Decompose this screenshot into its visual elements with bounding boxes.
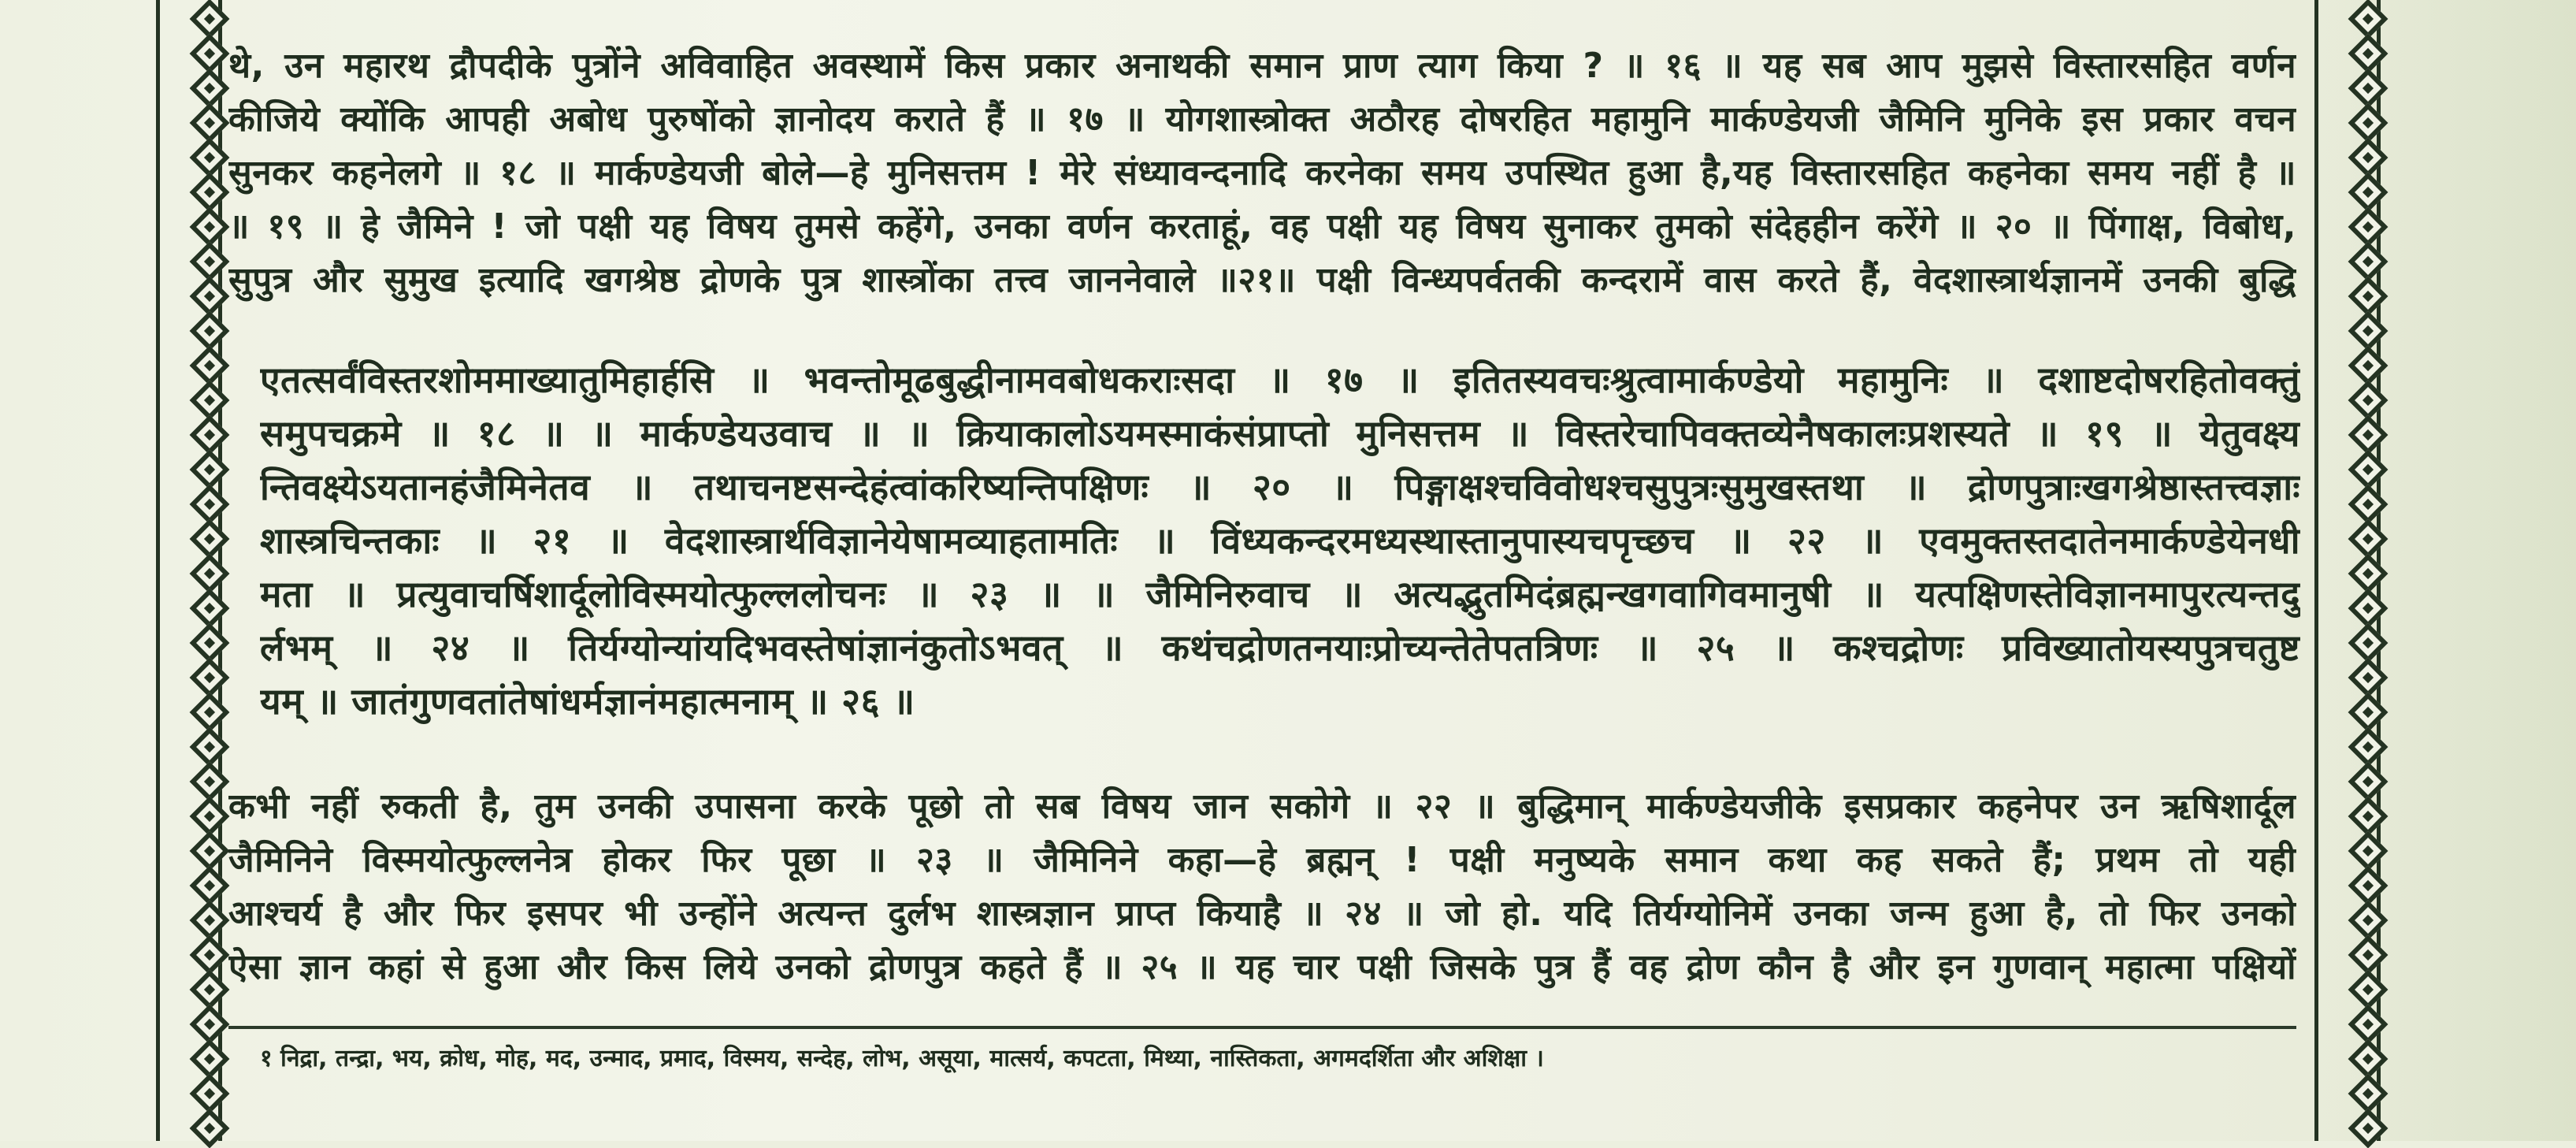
border-rule [2314, 0, 2318, 1141]
text-line: ऐसा ज्ञान कहां से हुआ और किस लिये उनको द्रोणपुत्र कहते हैं ॥ २५ ॥ यह चार पक्षी जिसके पुत्र हैं वह द्रोण कौन है और इन गुणवान् महात्मा पक्षियों [228, 947, 2296, 987]
verse-line: न्तिवक्ष्येऽयतानहंजैमिनेतव ॥ तथाचनष्टसन्देहंत्वांकरिष्यन्तिपक्षिणः ॥ २० ॥ पिङ्गाक्षश्चविवोधश्चसुपुत्रःसुमुखस्तथा ॥ द्रोणपुत्राःखगश्रेष्ठास्तत्त्वज्ञाः [260, 466, 2300, 508]
right-decorative-border [2314, 0, 2381, 1141]
text-line: थे, उन महारथ द्रौपदीके पुत्रोंने अविवाहित अवस्थामें किस प्रकार अनाथकी समान प्राण त्याग किया ? ॥ १६ ॥ यह सब आप मुझसे विस्तारसहित वर्णन [228, 46, 2296, 86]
text-line: कीजिये क्योंकि आपही अबोध पुरुषोंको ज्ञानोदय कराते हैं ॥ १७ ॥ योगशास्त्रोक्त अठौरह दोषरहित महामुनि मार्कण्डेयजी जैमिनि मुनिके इस प्रकार वचन [228, 99, 2296, 139]
verse-line: शास्त्रचिन्तकाः ॥ २१ ॥ वेदशास्त्रार्थविज्ञानेयेषामव्याहतामतिः ॥ विंध्यकन्दरमध्यस्थास्तानुपास्यचपृच्छच ॥ २२ ॥ एवमुक्तस्तदातेनमार्कण्डेयेनधी [260, 519, 2300, 562]
diamond-chain [2333, 5, 2362, 1139]
text-line: सुपुत्र और सुमुख इत्यादि खगश्रेष्ठ द्रोणके पुत्र शास्त्रोंका तत्त्व जाननेवाले ॥२१॥ पक्षी विन्ध्यपर्वतकी कन्दरामें वास करते हैं, वेदशास्त्रार्थज्ञानमें उनकी बुद्धि [228, 260, 2296, 300]
border-rule [156, 0, 160, 1141]
hindi-translation-bottom [228, 780, 2296, 994]
verse-line: मता ॥ प्रत्युवाचर्षिशार्दूलोविस्मयोत्फुल्ललोचनः ॥ २३ ॥ ॥ जैमिनिरुवाच ॥ अत्यद्भुतमिदंब्रह्मन्खगवागिवमानुषी ॥ यत्पक्षिणस्तेविज्ञानमापुरत्यन्तदु [260, 573, 2300, 615]
text-line: आश्चर्य है और फिर इसपर भी उन्होंने अत्यन्त दुर्लभ शास्त्रज्ञान प्राप्त कियाहै ॥ २४ ॥ जो हो. यदि तिर्यग्योनिमें उनका जन्म हुआ है, तो फिर उनको [228, 894, 2296, 934]
footnote-divider [228, 1026, 2296, 1029]
diamond-ornament [190, 1109, 230, 1148]
footnote: १ निद्रा, तन्द्रा, भय, क्रोध, मोह, मद, उन्माद, प्रमाद, विस्मय, सन्देह, लोभ, असूया, मात्सर्य, कपटता, मिथ्या, नास्तिकता, अगमदर्शिता और अशिक्षा । [260, 1045, 1544, 1072]
text-line: जैमिनिने विस्मयोत्फुल्लनेत्र होकर फिर पूछा ॥ २३ ॥ जैमिनिने कहा—हे ब्रह्मन् ! पक्षी मनुष्यके समान कथा कह सकते हैं; प्रथम तो यही [228, 840, 2296, 880]
verse-line: र्लभम् ॥ २४ ॥ तिर्यग्योन्यांयदिभवस्तेषांज्ञानंकुतोऽभवत् ॥ कथंचद्रोणतनयाःप्रोच्यन्तेतेपतत्रिणः ॥ २५ ॥ कश्चद्रोणः प्रविख्यातोयस्यपुत्रचतुष्ट [260, 626, 2300, 669]
left-decorative-border [156, 0, 222, 1141]
sanskrit-verses [260, 353, 2300, 728]
hindi-translation-top [228, 39, 2296, 307]
text-line: कभी नहीं रुकती है, तुम उनकी उपासना करके पूछो तो सब विषय जान सकोगे ॥ २२ ॥ बुद्धिमान् मार्कण्डेयजीके इसप्रकार कहनेपर उन ऋषिशार्दूल [228, 786, 2296, 827]
diamond-chain [175, 5, 203, 1139]
verse-line: एतत्सर्वंविस्तरशोममाख्यातुमिहार्हसि ॥ भवन्तोमूढबुद्धीनामवबोधकराःसदा ॥ १७ ॥ इतितस्यवचःश्रुत्वामार्कण्डेयो महामुनिः ॥ दशाष्टदोषरहितोवक्तुं [260, 359, 2300, 401]
verse-line: यम् ॥ जातंगुणवतांतेषांधर्मज्ञानंमहात्मनाम् ॥ २६ ॥ [260, 680, 915, 723]
text-line: सुनकर कहनेलगे ॥ १८ ॥ मार्कण्डेयजी बोले—हे मुनिसत्तम ! मेरे संध्यावन्दनादि करनेका समय उपस्थित हुआ है,यह विस्तारसहित कहनेका समय नहीं है ॥ [228, 153, 2296, 193]
text-line: ॥ १९ ॥ हे जैमिने ! जो पक्षी यह विषय तुमसे कहेंगे, उनका वर्णन करताहूं, वह पक्षी यह विषय सुनाकर तुमको संदेहहीन करेंगे ॥ २० ॥ पिंगाक्ष, विबोध, [228, 206, 2296, 247]
verse-line: समुपचक्रमे ॥ १८ ॥ ॥ मार्कण्डेयउवाच ॥ ॥ क्रियाकालोऽयमस्माकंसंप्राप्तो मुनिसत्तम ॥ विस्तरेचापिवक्तव्येनैषकालःप्रशस्यते ॥ १९ ॥ येतुवक्ष्य [260, 412, 2300, 455]
